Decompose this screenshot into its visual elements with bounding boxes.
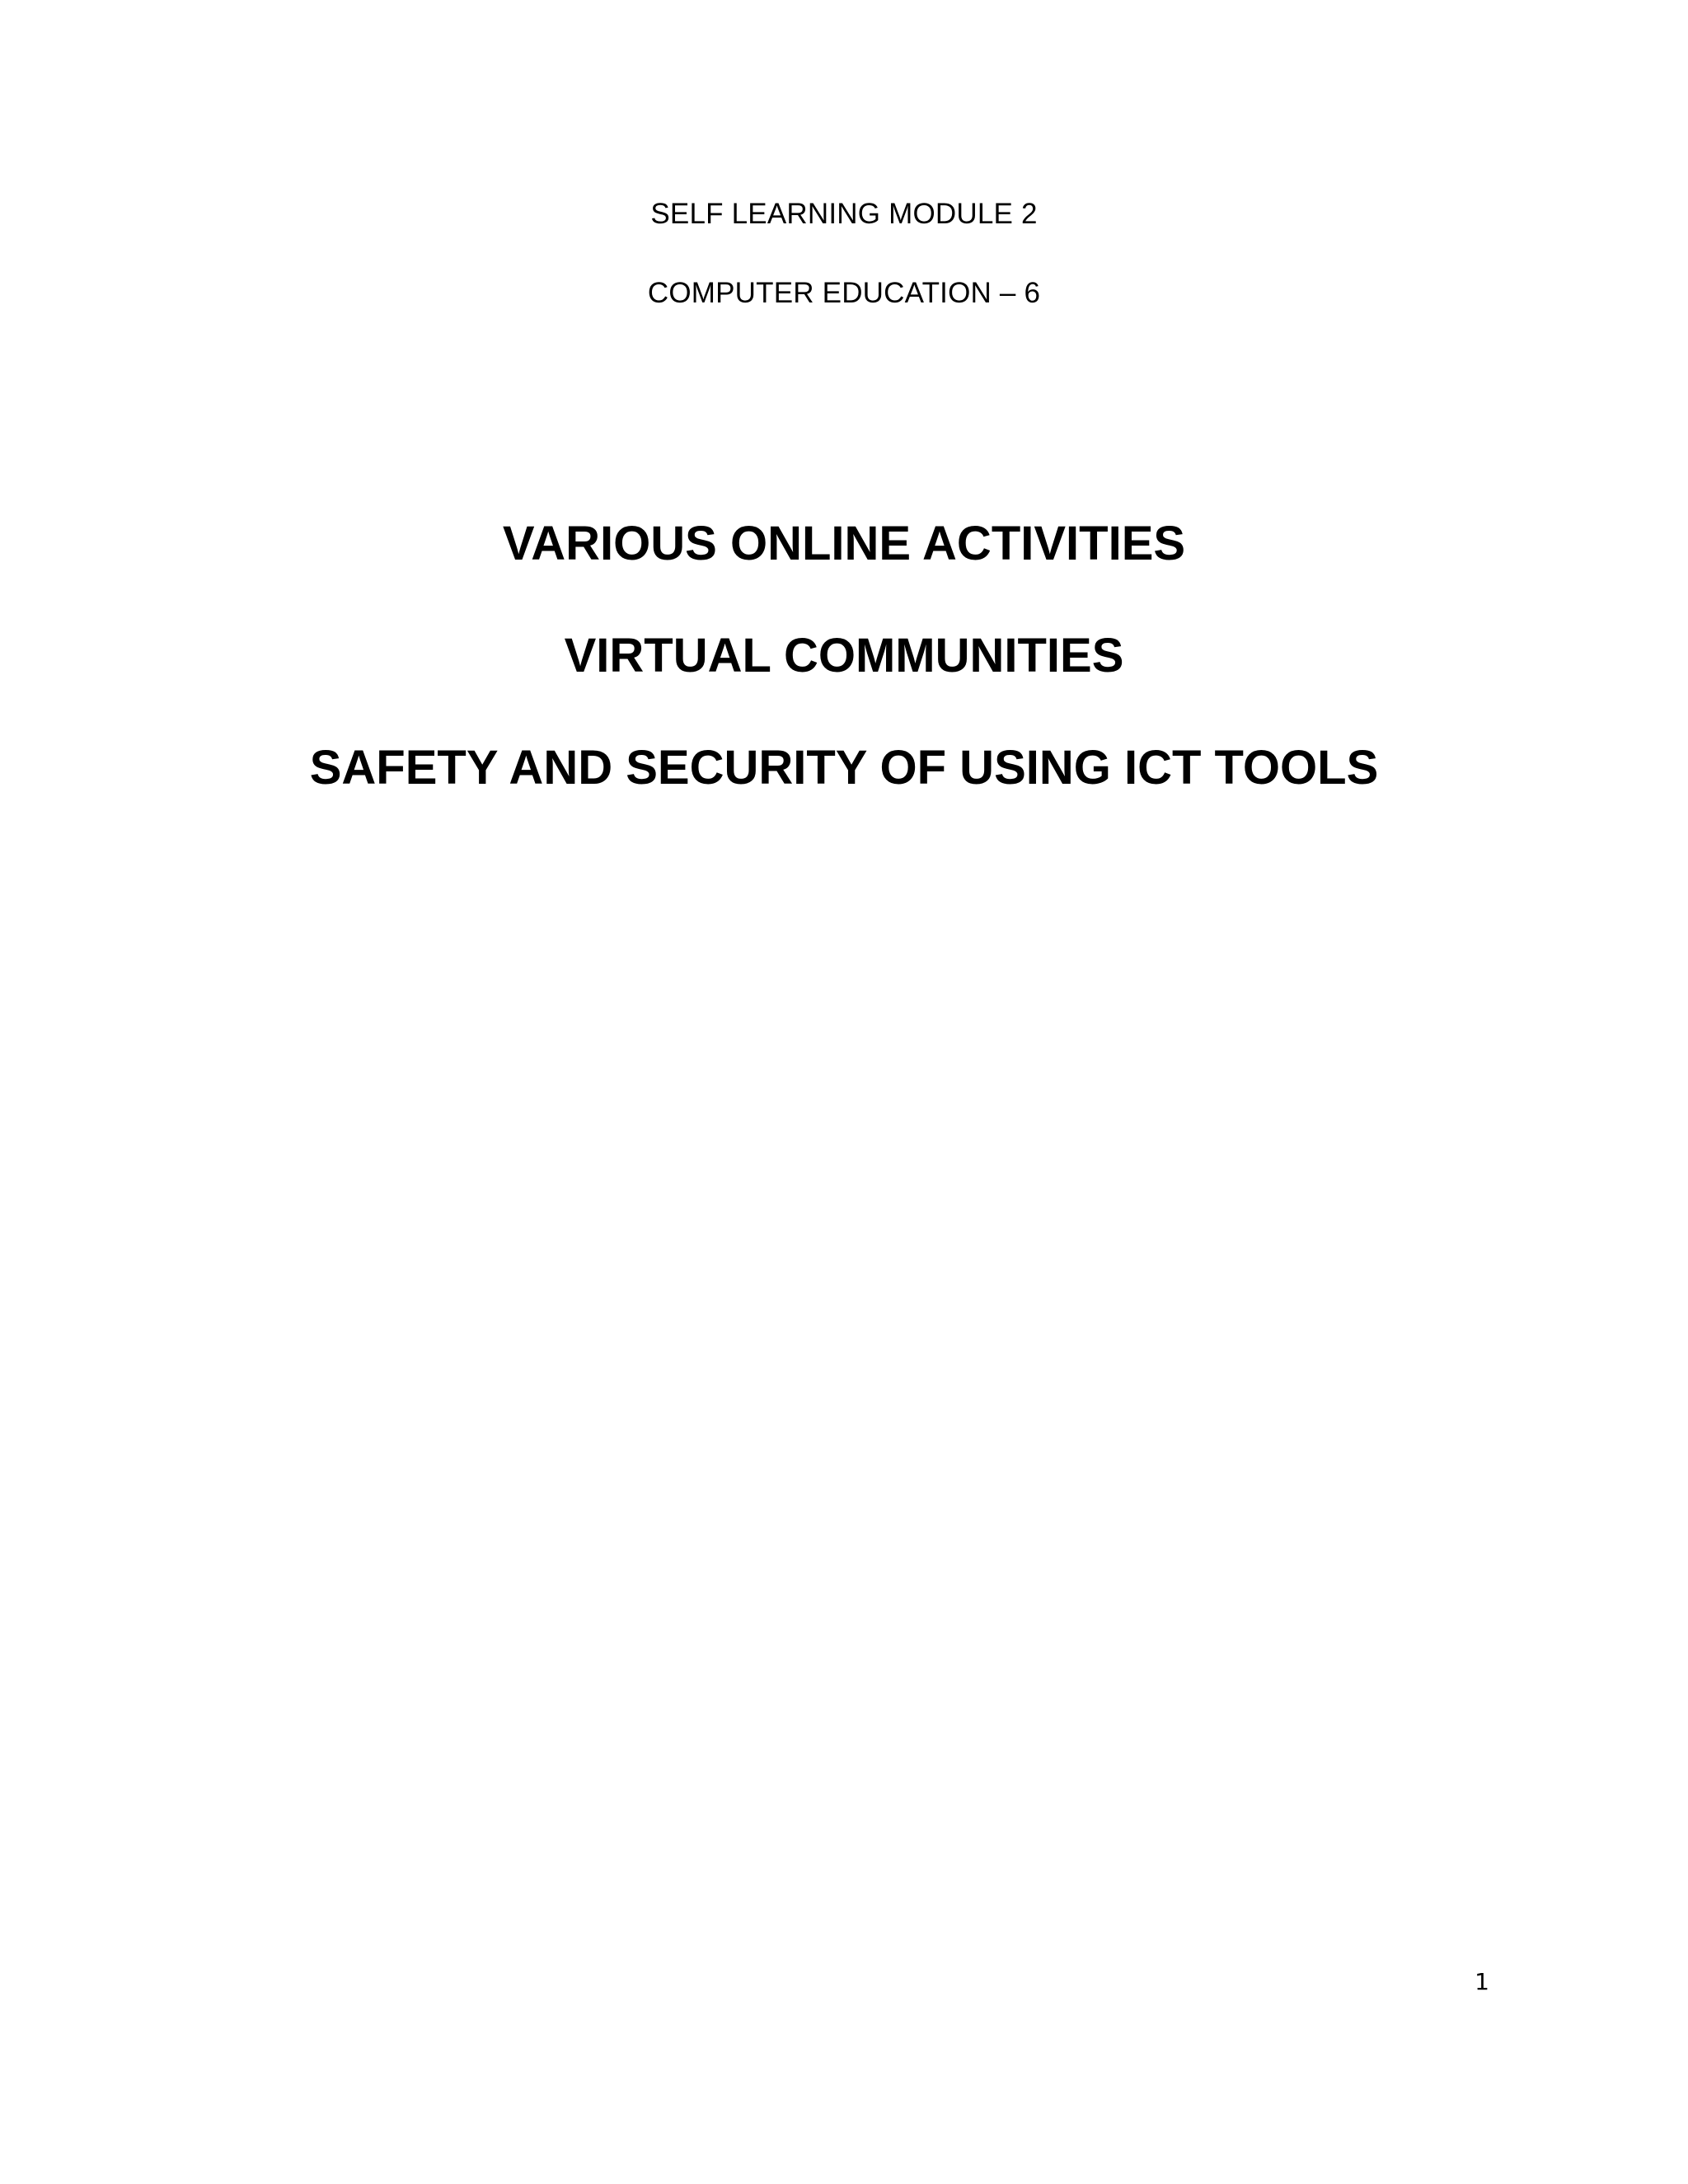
module-label: SELF LEARNING MODULE 2 xyxy=(650,198,1038,230)
title-virtual-communities: VIRTUAL COMMUNITIES xyxy=(564,629,1124,682)
title-safety-and-security: SAFETY AND SECURITY OF USING ICT TOOLS xyxy=(309,741,1379,794)
subject-label: COMPUTER EDUCATION – 6 xyxy=(647,277,1041,309)
title-various-online-activities: VARIOUS ONLINE ACTIVITIES xyxy=(502,517,1186,570)
page-number: 1 xyxy=(1475,1968,1489,1995)
